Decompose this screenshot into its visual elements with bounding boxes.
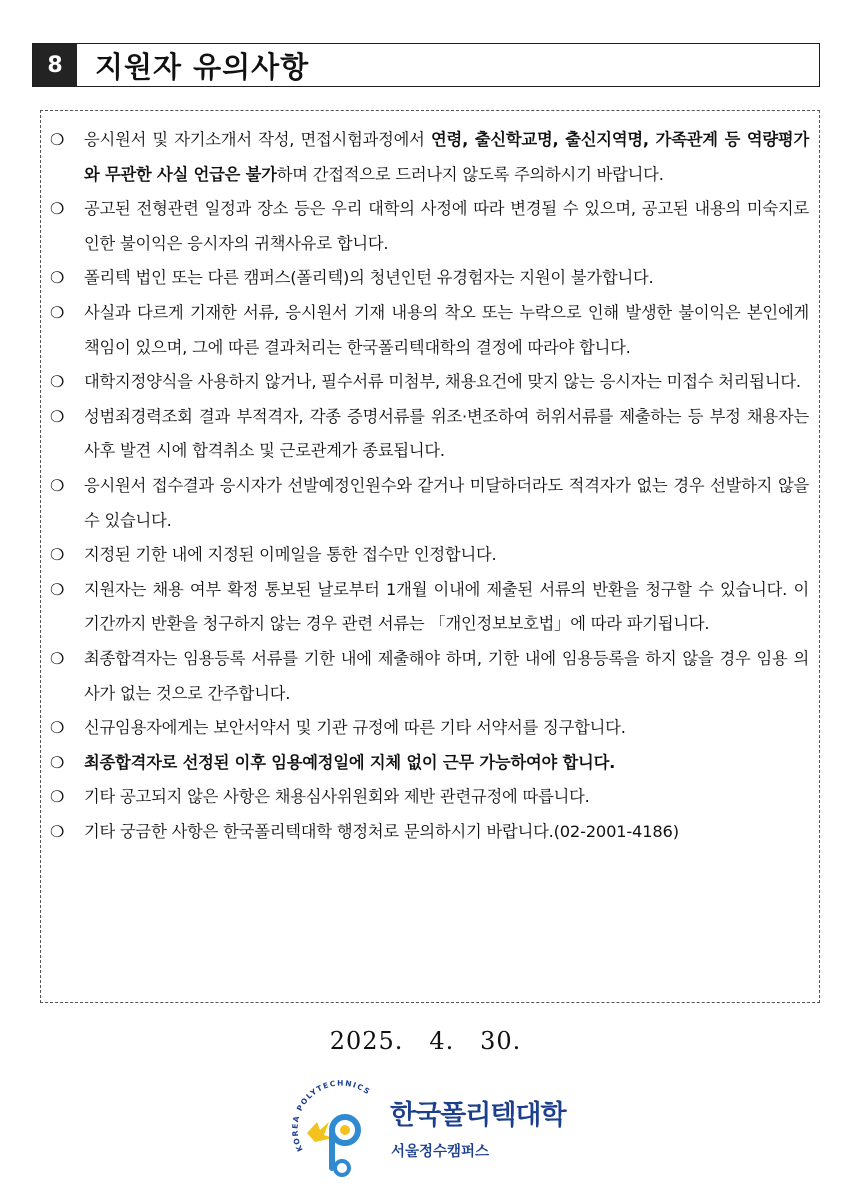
bullet-icon: ❍	[50, 787, 65, 807]
notice-text-segment: 대학지정양식을 사용하지 않거나, 필수서류 미첨부, 채용요건에 맞지 않는 응시자는 미접수 처리됩니다.	[84, 372, 801, 392]
notice-item-text	[84, 469, 809, 538]
notice-item-text	[84, 261, 809, 296]
notice-text-segment: 사실과 다르게 기재한 서류, 응시원서 기재 내용의 착오 또는 누락으로 인해 발생한 불이익은 본인에게 책임이 있으며, 그에 따른 결과처리는 한국폴리텍대학의 결정에 따라야 합니다.	[84, 302, 809, 357]
notice-item	[49, 746, 809, 781]
notice-text-segment: 기타 궁금한 사항은 한국폴리텍대학 행정처로 문의하시기 바랍니다.(02-2001-4186)	[84, 821, 679, 841]
logo-campus-name: 서울정수캠퍼스	[391, 1144, 490, 1160]
notice-box	[40, 110, 820, 1003]
notice-item	[49, 780, 809, 815]
logo-college-name: 한국폴리텍대학	[390, 1100, 566, 1131]
notice-item	[49, 192, 809, 261]
notice-text-segment: 응시원서 접수결과 응시자가 선발예정인원수와 같거나 미달하더라도 적격자가 없는 경우 선발하지 않을 수 있습니다.	[84, 475, 809, 530]
section-title: 지원자 유의사항	[95, 49, 310, 84]
notice-item	[49, 711, 809, 746]
bullet-icon: ❍	[50, 372, 65, 392]
bullet-icon: ❍	[50, 545, 65, 565]
notice-item-text	[84, 780, 809, 815]
notice-item	[49, 573, 809, 642]
bullet-icon: ❍	[50, 718, 65, 738]
notice-item	[49, 642, 809, 711]
notice-item-text	[84, 573, 809, 642]
notice-item	[49, 400, 809, 469]
notice-text-segment: 공고된 전형관련 일정과 장소 등은 우리 대학의 사정에 따라 변경될 수 있으며, 공고된 내용의 미숙지로 인한 불이익은 응시자의 귀책사유로 합니다.	[84, 199, 809, 253]
bullet-icon: ❍	[50, 648, 65, 668]
notice-text-segment: 폴리텍 법인 또는 다른 캠퍼스(폴리텍)의 청년인턴 유경험자는 지원이 불가합니다.	[84, 268, 654, 288]
notice-text-segment: 성범죄경력조회 결과 부적격자, 각종 증명서류를 위조·변조하여 허위서류를 제출하는 등 부정 채용자는 사후 발견 시에 합격취소 및 근로관계가 종료됩니다.	[84, 406, 809, 461]
notice-item-text	[84, 296, 809, 365]
notice-item-text	[84, 365, 809, 400]
notice-text-segment: 지정된 기한 내에 지정된 이메일을 통한 접수만 인정합니다.	[84, 545, 497, 565]
notice-item	[49, 815, 809, 850]
notice-item	[49, 123, 809, 192]
notice-item-text	[84, 123, 809, 192]
notice-item-text	[84, 815, 809, 850]
college-emblem-icon	[287, 1078, 397, 1188]
notice-item-text	[84, 711, 809, 746]
bullet-icon: ❍	[50, 302, 65, 322]
notice-text-segment: 하며 간접적으로 드러나지 않도록 주의하시기 바랍니다.	[276, 164, 664, 184]
notice-item	[49, 365, 809, 400]
bullet-icon: ❍	[50, 475, 65, 495]
logo-ring-text: KOREA POLYTECHNICS	[290, 1078, 373, 1154]
notice-item-text	[84, 400, 809, 469]
notice-item	[49, 261, 809, 296]
section-number: 8	[33, 44, 77, 86]
bullet-icon: ❍	[50, 268, 65, 288]
notice-item	[49, 469, 809, 538]
notice-emphasis-text: 최종합격자로 선정된 이후 임용예정일에 지체 없이 근무 가능하여야 합니다.	[84, 752, 616, 772]
notice-text-segment: 최종합격자는 임용등록 서류를 기한 내에 제출해야 하며, 기한 내에 임용등록을 하지 않을 경우 임용 의사가 없는 것으로 간주합니다.	[84, 648, 809, 703]
notice-item	[49, 296, 809, 365]
notice-item-text	[84, 192, 809, 261]
notice-emphasis-text: 연령, 출신학교명, 출신지역명, 가족관계 등 역량평가와 무관한 사실 언급은 불가	[84, 130, 809, 184]
notice-text-segment: 응시원서 및 자기소개서 작성, 면접시험과정에서	[84, 130, 432, 149]
bullet-icon: ❍	[50, 406, 65, 426]
bullet-icon: ❍	[50, 199, 65, 219]
document-date: 2025. 4. 30.	[329, 1027, 522, 1055]
notice-item	[49, 538, 809, 573]
bullet-icon: ❍	[50, 752, 65, 772]
notice-text-segment: 지원자는 채용 여부 확정 통보된 날로부터 1개월 이내에 제출된 서류의 반환을 청구할 수 있습니다. 이 기간까지 반환을 청구하지 않는 경우 관련 서류는 「개인정보보호법」에 따라 파기됩니다.	[84, 579, 809, 634]
notice-text-segment: 신규임용자에게는 보안서약서 및 기관 규정에 따른 기타 서약서를 징구합니다.	[84, 718, 626, 738]
notice-text-segment: 기타 공고되지 않은 사항은 채용심사위원회와 제반 관련규정에 따릅니다.	[84, 787, 590, 807]
college-logo	[287, 1078, 587, 1188]
bullet-icon: ❍	[50, 579, 65, 599]
notice-item-text	[84, 538, 809, 573]
notice-item-text	[84, 642, 809, 711]
bullet-icon: ❍	[50, 821, 65, 841]
bullet-icon: ❍	[50, 130, 65, 149]
section-header	[32, 43, 820, 87]
notice-item-text	[84, 746, 809, 781]
